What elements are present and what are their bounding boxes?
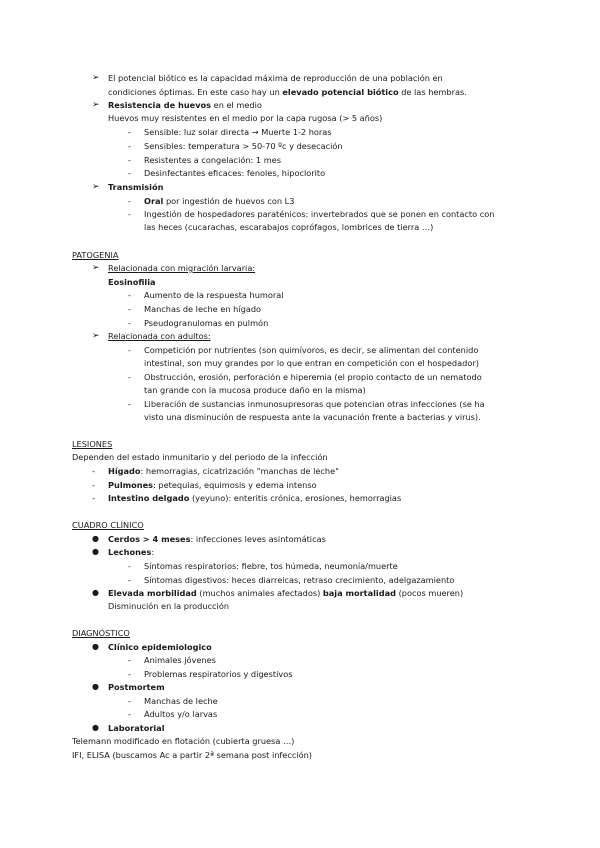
list-item: Resistentes a congelación: 1 mes [144,155,281,165]
lesiones-intro: Dependen del estado inmunitario y del periodo de la infección [72,452,328,462]
list-item: Manchas de leche en hígado [144,304,262,314]
dash-marker: - [128,168,131,178]
list-item: Hígado: hemorragias, cicatrización "manchas de leche" [108,466,339,476]
dash-marker: - [128,669,131,679]
list-item: Ingestión de hospedadores paraténicos: invertebrados que se ponen en contacto con [144,209,495,219]
list-item: Manchas de leche [144,696,218,706]
list-item: Competición por nutrientes (son quimívoros, es decir, se alimentan del contenido [144,345,479,355]
intro-paragraph-line1: El potencial biótico es la capacidad máxima de reproducción de una población en [108,73,443,83]
dash-marker: - [128,196,131,206]
arrow-bullet-icon: ➢ [92,331,100,341]
eosinofilia-label: Eosinofilia [108,277,156,287]
bullet-dot-icon: ● [92,723,99,732]
dash-marker: - [128,372,131,382]
adultos-heading: Relacionada con adultos: [108,331,211,341]
dash-marker: - [128,709,131,719]
bullet-dot-icon: ● [92,534,99,543]
list-item: Adultos y/o larvas [144,709,218,719]
list-item: Síntomas respiratorios: fiebre, tos húmeda, neumonía/muerte [144,561,398,571]
list-item: Problemas respiratorios y digestivos [144,669,293,679]
dash-marker: - [92,480,95,490]
list-item: Cerdos > 4 meses: infecciones leves asintomáticas [108,534,326,544]
dash-marker: - [128,696,131,706]
elevado-potencial-biotico: elevado potencial biótico [282,87,399,97]
list-item: Clínico epidemiologico [108,642,212,652]
list-item: Animales jóvenes [144,655,216,665]
list-item: Síntomas digestivos: heces diarreicas, retraso crecimiento, adelgazamiento [144,575,455,585]
section-heading-patogenia: PATOGENIA [72,250,119,260]
dash-marker: - [92,466,95,476]
list-item: Postmortem [108,682,165,692]
list-item: Liberación de sustancias inmunosupresoras que potencian otras infecciones (se ha [144,399,485,409]
dash-marker: - [128,141,131,151]
bullet-dot-icon: ● [92,642,99,651]
migracion-larvaria-heading: Relacionada con migración larvaria: [108,263,256,273]
dash-marker: - [92,493,95,503]
dash-marker: - [128,575,131,585]
list-item-continuation: visto una disminución de respuesta ante la vacunación frente a bacterias y virus). [144,412,481,422]
list-item: Pseudogranulomas en pulmón [144,318,269,328]
section-heading-lesiones: LESIONES [72,439,113,449]
dash-marker: - [128,655,131,665]
bullet-dot-icon: ● [92,682,99,691]
dash-marker: - [128,561,131,571]
dash-marker: - [128,127,131,137]
dash-marker: - [128,399,131,409]
arrow-bullet-icon: ➢ [92,100,100,110]
bullet-dot-icon: ● [92,547,99,556]
list-item-continuation: tan grande con la mucosa produce daño en la misma) [144,385,366,395]
section-heading-cuadro-clinico: CUADRO CLÍNICO [72,520,144,530]
dash-marker: - [128,345,131,355]
bullet-dot-icon: ● [92,588,99,597]
resistencia-heading: Resistencia de huevos en el medio [108,100,262,110]
list-item: Sensible: luz solar directa → Muerte 1-2 horas [144,127,332,137]
list-item: Oral por ingestión de huevos con L3 [144,196,295,206]
arrow-bullet-icon: ➢ [92,263,100,273]
list-item: Elevada morbilidad (muchos animales afectados) baja mortalidad (pocos mueren) [108,588,464,598]
arrow-bullet-icon: ➢ [92,182,100,192]
intro-paragraph-line2: condiciones óptimas. En este caso hay un elevado potencial biótico de las hembras. [108,87,467,97]
dash-marker: - [128,155,131,165]
dash-marker: - [128,290,131,300]
list-item: Laboratorial [108,723,165,733]
huevos-line: Huevos muy resistentes en el medio por la capa rugosa (> 5 años) [108,113,383,123]
list-item-continuation: Disminución en la producción [108,601,230,611]
dash-marker: - [128,318,131,328]
dash-marker: - [128,209,131,219]
list-item: Lechones: [108,547,155,557]
list-item-continuation: intestinal, son muy grandes por lo que entran en competición con el hospedador) [144,358,479,368]
telemann-line: Telemann modificado en flotación (cubierta gruesa …) [72,736,295,746]
list-item: Pulmones: petequias, equimosis y edema intenso [108,480,317,490]
section-heading-diagnostico: DIAGNÓSTICO [72,628,130,638]
list-item: Sensibles: temperatura > 50-70 ºc y desecación [144,141,343,151]
list-item: Desinfectantes eficaces: fenoles, hipoclorito [144,168,326,178]
ifi-elisa-line: IFI, ELISA (buscamos Ac a partir 2ª semana post infección) [72,750,312,760]
list-item: Intestino delgado (yeyuno): enteritis crónica, erosiones, hemorragias [108,493,402,503]
transmision-heading: Transmisión [108,182,164,192]
list-item: Obstrucción, erosión, perforación e hiperemia (el propio contacto de un nematodo [144,372,482,382]
arrow-bullet-icon: ➢ [92,73,100,83]
list-item-continuation: las heces (cucarachas, escarabajos coprófagos, lombrices de tierra …) [144,222,434,232]
list-item: Aumento de la respuesta humoral [144,290,284,300]
dash-marker: - [128,304,131,314]
